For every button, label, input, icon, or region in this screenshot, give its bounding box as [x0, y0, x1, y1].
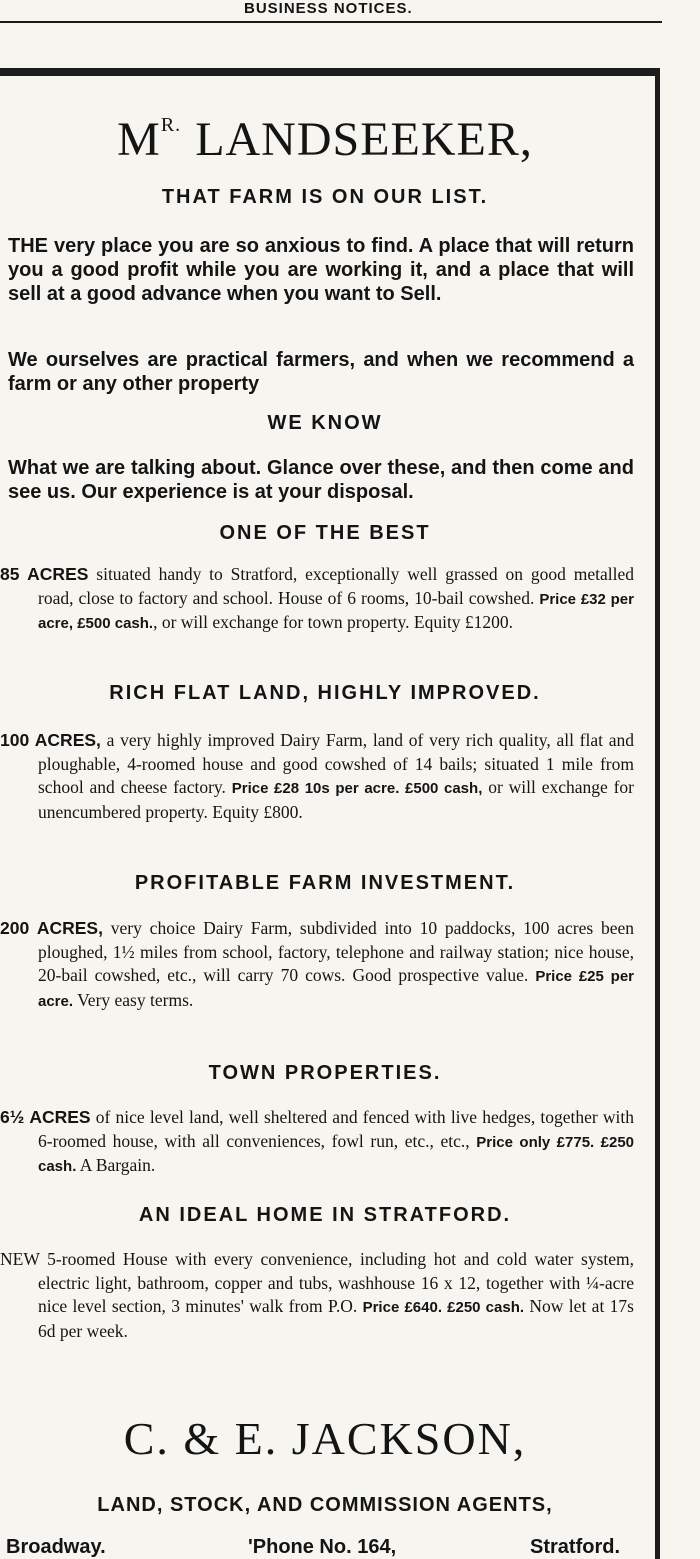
listing-price: Price £25 per acre. [38, 968, 634, 1010]
section-heading: ONE OF THE BEST [219, 522, 431, 544]
section-title: BUSINESS NOTICES. [244, 0, 413, 17]
salutation-sup: R. [160, 114, 182, 136]
ad-salutation [0, 112, 650, 167]
ad-top-border [0, 68, 656, 76]
listing-lead: 85 ACRES [0, 564, 89, 584]
listing-lead: NEW [0, 1249, 40, 1269]
listing-price: Price £32 per acre, £500 cash. [38, 590, 634, 632]
listing-lead: 100 ACRES, [0, 730, 101, 750]
listing-text: a very highly improved Dairy Farm, land of very rich quality, all flat and ploughable, 4-roomed house and good cowshed of 14 bails; situated 1 mile from school and cheese factory. [38, 730, 635, 797]
salutation-name: LANDSEEKER, [195, 113, 533, 166]
listing-item [0, 563, 634, 636]
listing-item [0, 729, 634, 824]
intro-paragraph-2: We ourselves are practical farmers, and when we recommend a farm or any other property [8, 349, 634, 395]
listing-price: Price only £775. £250 cash. [38, 1133, 635, 1175]
listing-text: of nice level land, well sheltered and fenced with live hedges, together with 6-roomed house, with all conveniences, fowl run, etc., etc., [38, 1107, 634, 1151]
company-name: C. & E. JACKSON, [123, 1413, 527, 1464]
section-heading: PROFITABLE FARM INVESTMENT. [134, 872, 516, 894]
intro-paragraph-3: What we are talking about. Glance over these, and then come and see us. Our experience is at your disposal. [8, 457, 634, 503]
listing-lead: 200 ACRES, [0, 918, 103, 938]
page-header [0, 0, 700, 24]
salutation-mr: M [117, 113, 161, 166]
listing-text: Very easy terms. [73, 989, 194, 1010]
listing-item [0, 1248, 634, 1343]
address-town: Stratford. [530, 1536, 620, 1558]
company-description: LAND, STOCK, AND COMMISSION AGENTS, [97, 1494, 553, 1516]
ad-right-border [655, 68, 660, 1559]
listing-text: A Bargain. [76, 1155, 156, 1175]
section-heading: AN IDEAL HOME IN STRATFORD. [138, 1204, 512, 1226]
listing-item [0, 1106, 634, 1179]
address-street: Broadway. [6, 1536, 106, 1558]
section-heading: TOWN PROPERTIES. [208, 1062, 442, 1084]
section-heading: RICH FLAT LAND, HIGHLY IMPROVED. [109, 682, 541, 704]
intro-paragraph-1: THE very place you are so anxious to find. A place that will return you a good profit while you are working it, and a place that will sell at a good advance when you want to Sell. [8, 235, 634, 305]
listing-text: very choice Dairy Farm, subdivided into 10 paddocks, 100 acres been ploughed, 1½ miles from school, factory, telephone and railway station; nice house, 20-bail cowshed, etc., will carry 70 cows. Good prospective value. [38, 918, 635, 985]
listing-lead: 6½ ACRES [0, 1107, 91, 1127]
listing-text: , or will exchange for town property. Equity £1200. [153, 612, 514, 632]
we-know-heading: WE KNOW [267, 412, 383, 434]
listing-price: Price £640. £250 cash. [362, 1299, 525, 1316]
listing-text: 5-roomed House with every convenience, including hot and cold water system, electric light, bathroom, copper and tubs, washhouse 16 x 12, together with ¼-acre nice level section, 3 minutes' walk from P.O. [38, 1249, 634, 1316]
phone-number: 'Phone No. 164, [248, 1536, 397, 1558]
listing-text: situated handy to Stratford, exceptionally well grassed on good metalled road, close to factory and school. House of 6 rooms, 10-bail cowshed. [38, 564, 634, 608]
listing-price: Price £28 10s per acre. £500 cash, [231, 780, 483, 797]
listing-text: Now let at 17s 6d per week. [38, 1296, 634, 1341]
listing-text: or will exchange for unencumbered property. Equity £800. [38, 777, 634, 822]
listing-item [0, 917, 634, 1013]
ad-tagline: THAT FARM IS ON OUR LIST. [161, 186, 489, 208]
header-rule [0, 21, 662, 23]
